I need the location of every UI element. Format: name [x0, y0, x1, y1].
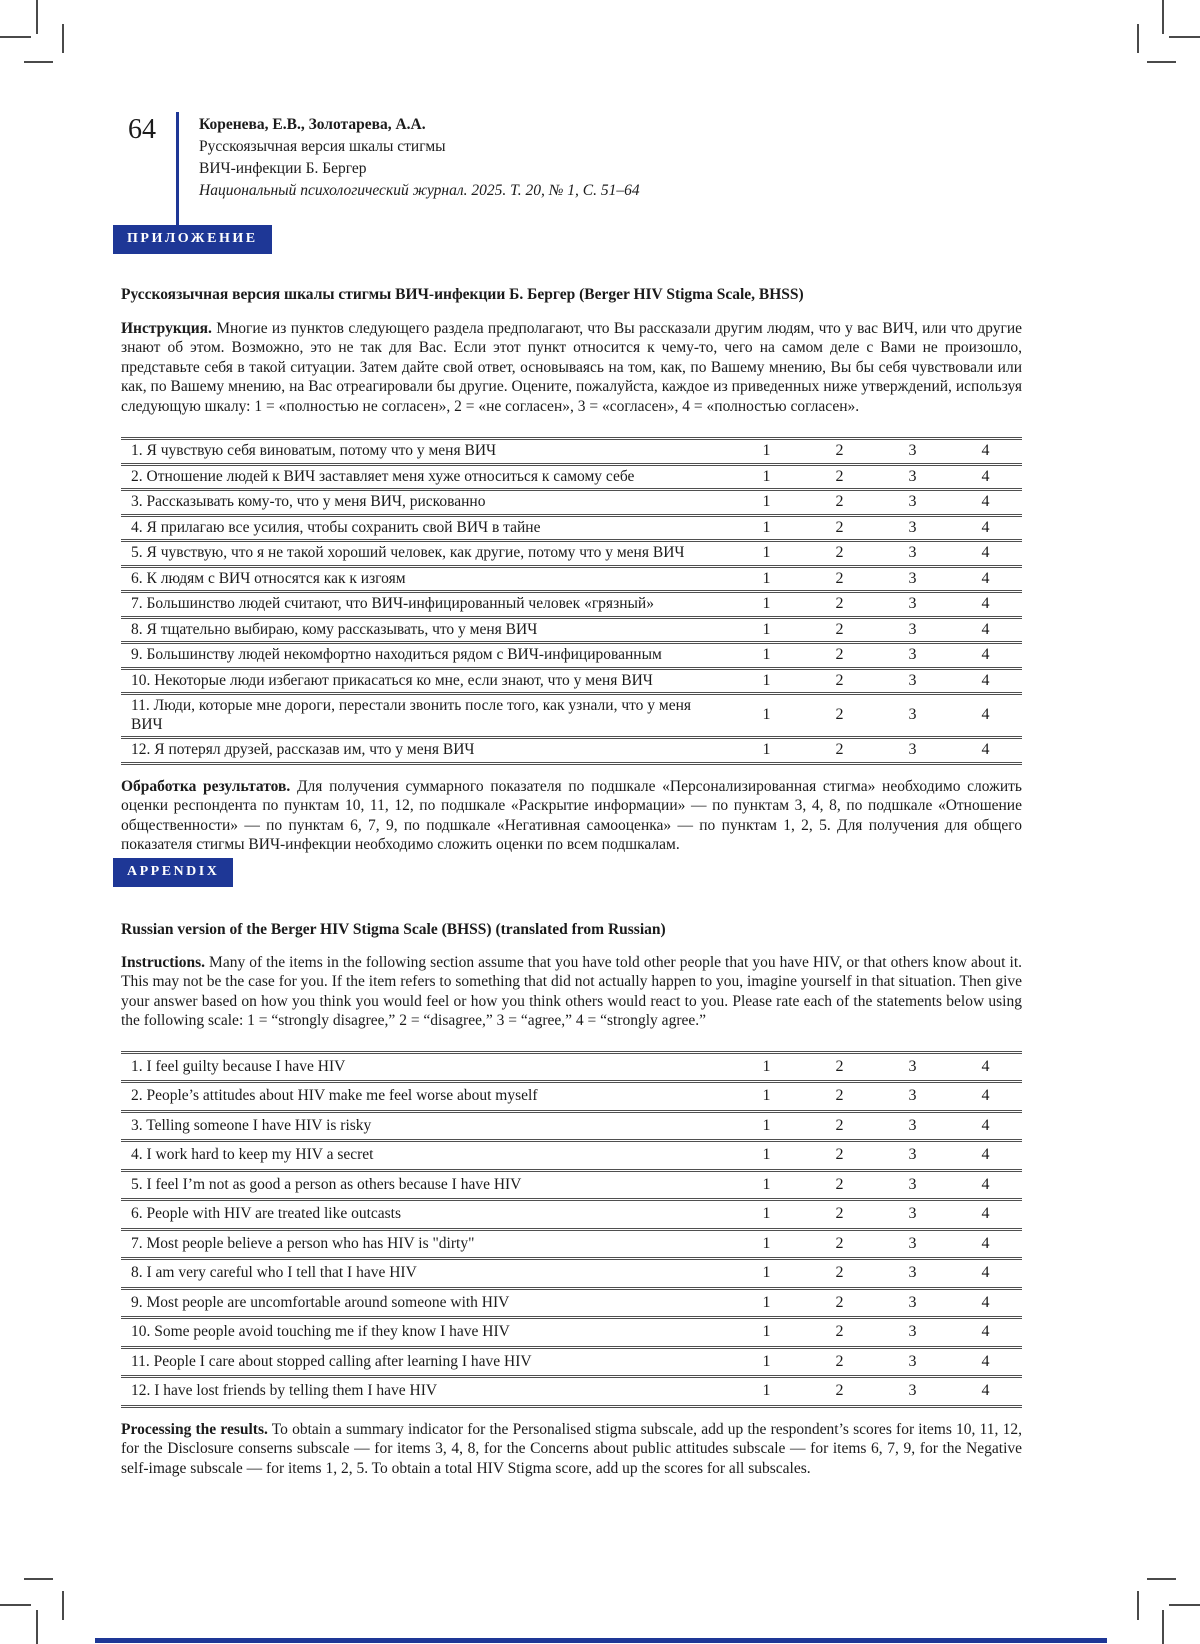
rating-option: 3 [908, 1116, 917, 1134]
table-row [121, 490, 1022, 516]
rating-option: 2 [835, 671, 844, 689]
rating-option: 3 [908, 1234, 917, 1252]
table-row [121, 643, 1022, 669]
item-statement: 12. Я потерял друзей, рассказав им, что у меня ВИЧ [131, 741, 475, 758]
rating-option: 2 [835, 741, 844, 758]
rating-option: 2 [835, 493, 844, 510]
crop-mark-bottom-right [1169, 1604, 1200, 1606]
crop-mark-top-left [36, 0, 38, 34]
table-row [121, 566, 1022, 592]
rating-option: 4 [981, 1087, 990, 1104]
instructions-label-en: Instructions. [121, 953, 205, 971]
rating-option: 3 [908, 1087, 917, 1104]
rating-option: 2 [835, 595, 844, 612]
footer-rule [95, 1638, 1107, 1643]
rating-option: 3 [908, 1205, 917, 1222]
rating-option: 4 [981, 442, 990, 459]
crop-mark-bottom-right [1147, 1578, 1176, 1580]
rating-option: 1 [762, 1352, 771, 1370]
rating-option: 3 [908, 1352, 917, 1370]
item-statement: 6. К людям с ВИЧ относятся как к изгоям [131, 569, 406, 587]
crop-mark-top-left [24, 61, 53, 63]
processing-paragraph-ru [121, 777, 1022, 855]
crop-mark-bottom-left [36, 1610, 38, 1644]
rating-option: 2 [835, 620, 844, 638]
item-statement: 11. People I care about stopped calling after learning I have HIV [131, 1352, 532, 1370]
page-header [128, 112, 640, 242]
item-statement: 3. Рассказывать кому-то, что у меня ВИЧ, рискованно [131, 493, 486, 510]
rating-option: 4 [981, 1382, 990, 1399]
item-statement: 1. I feel guilty because I have HIV [131, 1057, 346, 1075]
table-row [121, 464, 1022, 490]
russian-appendix-section [121, 225, 1022, 855]
rating-option: 4 [981, 467, 990, 485]
stigma-table-ru [121, 437, 1022, 765]
rating-option: 3 [908, 569, 917, 587]
instructions-text-ru: Многие из пунктов следующего раздела предполагают, что Вы рассказали другим людям, что у вас ВИЧ, или что другие знают об этом. Возможно, это не так для Вас. Если этот пункт относится к чему-то, чего на самом деле с Вами не произошло, представьте себя в такой ситуации. Затем дайте свой ответ, основываясь на том, как, по Вашему мнению, Вы бы себя чувствовали или как, по Вашему мнению, на Вас отреагировали бы другие. Оцените, пожалуйста, каждое из приведенных ниже утверждений, используя следующую шкалу: 1 = «полностью не согласен», 2 = «не согласен», 3 = «согласен», 4 = «полностью согласен». [121, 319, 1022, 415]
crop-mark-top-left [0, 36, 31, 38]
item-statement: 2. People’s attitudes about HIV make me feel worse about myself [131, 1087, 538, 1104]
rating-option: 3 [908, 1264, 917, 1281]
rating-option: 1 [762, 1382, 771, 1399]
table-row [121, 1200, 1022, 1230]
table-row [121, 617, 1022, 643]
rating-option: 4 [981, 1293, 990, 1311]
rating-option: 1 [762, 1205, 771, 1222]
instructions-paragraph-en [121, 953, 1022, 1031]
rating-option: 3 [908, 442, 917, 459]
rating-option: 1 [762, 1057, 771, 1075]
rating-option: 4 [981, 493, 990, 510]
rating-option: 1 [762, 544, 771, 561]
table-row [121, 1229, 1022, 1259]
rating-option: 2 [835, 442, 844, 459]
instructions-text-en: Many of the items in the following section assume that you have told other people that you have HIV, or that others know about it. This may not be the case for you. If the item refers to something that did not actually happen to you, imagine yourself in that situation. Then give your answer based on how you think you would feel or how you think others would react to you. Please rate each of the statements below using the following scale: 1 = “strongly disagree,” 2 = “disagree,” 3 = “agree,” 4 = “strongly agree.” [121, 953, 1023, 1029]
processing-label-en: Processing the results. [121, 1420, 268, 1438]
processing-paragraph-en [121, 1420, 1022, 1479]
item-statement: 4. I work hard to keep my HIV a secret [131, 1146, 374, 1163]
rating-option: 3 [908, 467, 917, 485]
rating-option: 1 [762, 741, 771, 758]
rating-option: 3 [908, 595, 917, 612]
table-row [121, 439, 1022, 465]
header-running-title-line1: Русскоязычная версия шкалы стигмы [199, 138, 446, 155]
rating-option: 3 [908, 1057, 917, 1075]
processing-text-ru: Для получения суммарного показателя по подшкале «Персонализированная стигма» необходимо сложить оценки респондента по пунктам 10, 11, 12, по подшкале «Раскрытие информации» — по пунктам 3, 4, 8, по подшкале «Отношение общественности» — по пунктам 6, 7, 9, по подшкале «Негативная самооценка» — по пунктам 1, 2, 5. Для получения для общего показателя стигмы ВИЧ-инфекции необходимо сложить оценки по всем подшкалам. [121, 777, 1022, 853]
item-statement: 9. Most people are uncomfortable around someone with HIV [131, 1293, 510, 1311]
crop-mark-bottom-left [0, 1604, 31, 1606]
item-statement: 12. I have lost friends by telling them I have HIV [131, 1382, 438, 1399]
item-statement: 5. Я чувствую, что я не такой хороший человек, как другие, потому что у меня ВИЧ [131, 544, 685, 561]
appendix-badge-ru: ПРИЛОЖЕНИЕ [113, 225, 272, 254]
table-row [121, 1052, 1022, 1082]
english-appendix-section [121, 858, 1022, 1478]
rating-option: 3 [908, 544, 917, 561]
item-statement: 4. Я прилагаю все усилия, чтобы сохранить свой ВИЧ в тайне [131, 518, 541, 536]
rating-option: 2 [835, 1352, 844, 1370]
rating-option: 2 [835, 1205, 844, 1222]
rating-option: 2 [835, 467, 844, 485]
item-statement: 1. Я чувствую себя виноватым, потому что у меня ВИЧ [131, 442, 497, 459]
rating-option: 1 [762, 595, 771, 612]
table-row [121, 694, 1022, 738]
table-row [121, 1347, 1022, 1377]
rating-option: 2 [835, 1382, 844, 1399]
rating-option: 1 [762, 518, 771, 536]
table-row [121, 1318, 1022, 1348]
table-row [121, 738, 1022, 764]
rating-option: 4 [981, 569, 990, 587]
rating-option: 1 [762, 1323, 771, 1340]
rating-option: 2 [835, 1234, 844, 1252]
rating-option: 1 [762, 442, 771, 459]
item-statement: 5. I feel I’m not as good a person as others because I have HIV [131, 1175, 522, 1193]
header-journal-reference: Национальный психологический журнал. 2025. Т. 20, № 1, С. 51–64 [199, 182, 640, 199]
page-number: 64 [128, 114, 156, 145]
rating-option: 3 [908, 706, 917, 724]
crop-mark-bottom-left [24, 1578, 53, 1580]
rating-option: 2 [835, 569, 844, 587]
rating-option: 2 [835, 1175, 844, 1193]
stigma-table-en [121, 1051, 1022, 1408]
rating-option: 4 [981, 518, 990, 536]
rating-option: 4 [981, 1116, 990, 1134]
rating-option: 4 [981, 595, 990, 612]
header-authors: Коренева, Е.В., Золотарева, А.А. [199, 116, 426, 133]
table-row [121, 1111, 1022, 1141]
rating-option: 4 [981, 1205, 990, 1222]
crop-mark-bottom-right [1162, 1610, 1164, 1644]
table-row [121, 1170, 1022, 1200]
rating-option: 3 [908, 493, 917, 510]
crop-mark-bottom-left [62, 1591, 64, 1620]
rating-option: 4 [981, 544, 990, 561]
item-statement: 7. Большинство людей считают, что ВИЧ-инфицированный человек «грязный» [131, 595, 654, 612]
rating-option: 3 [908, 1146, 917, 1163]
rating-option: 2 [835, 1293, 844, 1311]
rating-option: 2 [835, 518, 844, 536]
item-statement: 11. Люди, которые мне дороги, перестали звонить после того, как узнали, что у меня ВИЧ [131, 697, 692, 733]
rating-option: 4 [981, 1234, 990, 1252]
instructions-label-ru: Инструкция. [121, 319, 212, 337]
rating-option: 4 [981, 1323, 990, 1340]
rating-option: 3 [908, 518, 917, 536]
crop-mark-top-right [1137, 24, 1139, 53]
rating-option: 4 [981, 706, 990, 724]
rating-option: 3 [908, 1175, 917, 1193]
item-statement: 8. I am very careful who I tell that I have HIV [131, 1264, 417, 1281]
rating-option: 1 [762, 1264, 771, 1281]
rating-option: 3 [908, 1323, 917, 1340]
section-title-ru: Русскоязычная версия шкалы стигмы ВИЧ-инфекции Б. Бергер (Berger HIV Stigma Scale, BHSS) [121, 286, 804, 303]
rating-option: 4 [981, 1175, 990, 1193]
rating-option: 1 [762, 493, 771, 510]
rating-option: 2 [835, 646, 844, 663]
item-statement: 7. Most people believe a person who has HIV is "dirty" [131, 1234, 475, 1252]
header-running-title-line2: ВИЧ-инфекции Б. Бергер [199, 160, 367, 177]
table-row [121, 592, 1022, 618]
rating-option: 4 [981, 620, 990, 638]
table-row [121, 668, 1022, 694]
rating-option: 1 [762, 646, 771, 663]
item-statement: 8. Я тщательно выбираю, кому рассказывать, что у меня ВИЧ [131, 620, 538, 638]
rating-option: 3 [908, 1293, 917, 1311]
rating-option: 4 [981, 646, 990, 663]
table-row [121, 541, 1022, 567]
rating-option: 1 [762, 1234, 771, 1252]
rating-option: 4 [981, 1264, 990, 1281]
rating-option: 2 [835, 1087, 844, 1104]
rating-option: 3 [908, 671, 917, 689]
table-row [121, 515, 1022, 541]
rating-option: 3 [908, 1382, 917, 1399]
rating-option: 1 [762, 1175, 771, 1193]
processing-label-ru: Обработка результатов. [121, 777, 291, 795]
rating-option: 3 [908, 741, 917, 758]
rating-option: 1 [762, 620, 771, 638]
crop-mark-top-right [1147, 61, 1176, 63]
item-statement: 9. Большинству людей некомфортно находиться рядом с ВИЧ-инфицированным [131, 646, 662, 663]
rating-option: 1 [762, 1293, 771, 1311]
crop-mark-top-right [1162, 0, 1164, 34]
rating-option: 1 [762, 1146, 771, 1163]
rating-option: 4 [981, 1146, 990, 1163]
rating-option: 4 [981, 741, 990, 758]
item-statement: 2. Отношение людей к ВИЧ заставляет меня хуже относиться к самому себе [131, 467, 635, 485]
rating-option: 2 [835, 1323, 844, 1340]
table-row [121, 1082, 1022, 1112]
table-row [121, 1377, 1022, 1407]
crop-mark-top-right [1169, 36, 1200, 38]
rating-option: 2 [835, 1057, 844, 1075]
rating-option: 4 [981, 1352, 990, 1370]
item-statement: 3. Telling someone I have HIV is risky [131, 1116, 372, 1134]
table-row [121, 1259, 1022, 1289]
rating-option: 4 [981, 671, 990, 689]
crop-mark-bottom-right [1137, 1591, 1139, 1620]
rating-option: 3 [908, 646, 917, 663]
crop-mark-top-left [62, 24, 64, 53]
item-statement: 10. Some people avoid touching me if they know I have HIV [131, 1323, 510, 1340]
rating-option: 3 [908, 620, 917, 638]
rating-option: 1 [762, 1087, 771, 1104]
section-title-en: Russian version of the Berger HIV Stigma Scale (BHSS) (translated from Russian) [121, 921, 666, 938]
item-statement: 6. People with HIV are treated like outcasts [131, 1205, 402, 1222]
rating-option: 2 [835, 1264, 844, 1281]
item-statement: 10. Некоторые люди избегают прикасаться ко мне, если знают, что у меня ВИЧ [131, 671, 653, 689]
rating-option: 2 [835, 1116, 844, 1134]
table-row [121, 1288, 1022, 1318]
rating-option: 2 [835, 706, 844, 724]
rating-option: 4 [981, 1057, 990, 1075]
appendix-badge-en: APPENDIX [113, 858, 233, 887]
rating-option: 2 [835, 544, 844, 561]
table-row [121, 1141, 1022, 1171]
header-divider [176, 112, 179, 242]
rating-option: 1 [762, 671, 771, 689]
rating-option: 2 [835, 1146, 844, 1163]
rating-option: 1 [762, 467, 771, 485]
instructions-paragraph-ru [121, 319, 1022, 417]
rating-option: 1 [762, 1116, 771, 1134]
processing-text-en: To obtain a summary indicator for the Personalised stigma subscale, add up the respondent’s scores for items 10, 11, 12, for the Disclosure conserns subscale — for items 3, 4, 8, for the Concerns about public attitudes subscale — for items 6, 7, 9, for the Negative self-image subscale — for items 1, 2, 5. To obtain a total HIV Stigma score, add up the scores for all subscales. [121, 1420, 1022, 1477]
rating-option: 1 [762, 706, 771, 724]
header-text [199, 112, 640, 242]
rating-option: 1 [762, 569, 771, 587]
